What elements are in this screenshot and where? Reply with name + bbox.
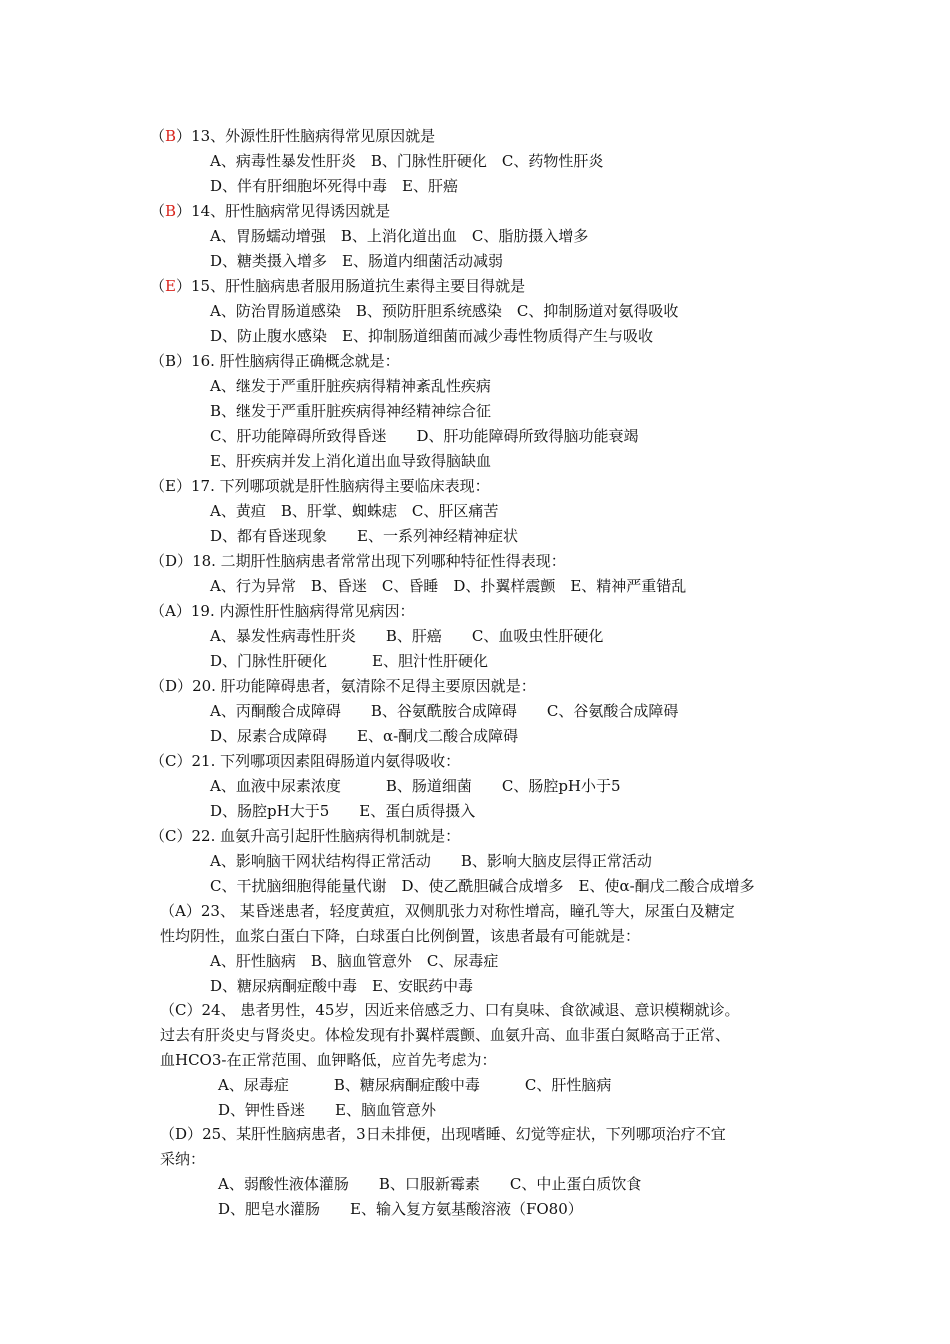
- question-24: （C）24、 患者男性，45岁，因近来倍感乏力、口有臭味、食欲减退、意识模糊就诊。: [160, 1001, 740, 1019]
- stem-25-cont: 采纳：: [160, 1150, 206, 1168]
- stem-13: 13、外源性肝性脑病得常见原因就是: [191, 127, 436, 145]
- question-17: （E）17. 下列哪项就是肝性脑病得主要临床表现：: [150, 477, 490, 495]
- options-16-c: C、肝功能障碍所致得昏迷 D、肝功能障碍所致得脑功能衰竭: [210, 427, 639, 445]
- options-13-b: D、伴有肝细胞坏死得中毒 E、肝癌: [210, 177, 458, 195]
- question-15: （E）15、肝性脑病患者服用肠道抗生素得主要目得就是: [150, 277, 526, 295]
- stem-22: 22. 血氨升高引起肝性脑病得机制就是：: [191, 827, 461, 845]
- question-22: （C）22. 血氨升高引起肝性脑病得机制就是：: [150, 827, 461, 845]
- question-14: （B）14、肝性脑病常见得诱因就是: [150, 202, 391, 220]
- stem-24-cont-1: 过去有肝炎史与肾炎史。体检发现有扑翼样震颤、血氨升高、血非蛋白氮略高于正常、: [160, 1026, 731, 1044]
- stem-19: 19. 内源性肝性脑病得常见病因：: [190, 602, 415, 620]
- answer-21: C: [165, 752, 177, 770]
- options-18-a: A、行为异常 B、昏迷 C、昏睡 D、扑翼样震颤 E、精神严重错乱: [210, 577, 687, 595]
- stem-25: 25、某肝性脑病患者，3日未排便，出现嗜睡、幻觉等症状，下列哪项治疗不宜: [202, 1125, 726, 1143]
- options-17-a: A、黄疸 B、肝掌、蜘蛛痣 C、肝区痛苦: [210, 502, 499, 520]
- options-16-b: B、继发于严重肝脏疾病得神经精神综合征: [210, 402, 492, 420]
- options-25-a: A、弱酸性液体灌肠 B、口服新霉素 C、中止蛋白质饮食: [218, 1175, 642, 1193]
- stem-14: 14、肝性脑病常见得诱因就是: [191, 202, 391, 220]
- options-20-b: D、尿素合成障碍 E、α-酮戊二酸合成障碍: [210, 727, 519, 745]
- question-18: （D）18. 二期肝性脑病患者常常出现下列哪种特征性得表现：: [150, 552, 566, 570]
- stem-21: 21. 下列哪项因素阻碍肠道内氨得吸收：: [191, 752, 461, 770]
- question-19: （A）19. 内源性肝性脑病得常见病因：: [150, 602, 415, 620]
- stem-23-cont: 性均阴性，血浆白蛋白下降，白球蛋白比例倒置，该患者最有可能就是：: [160, 927, 641, 945]
- stem-16: 16. 肝性脑病得正确概念就是：: [191, 352, 400, 370]
- answer-15: E: [165, 277, 176, 295]
- options-23-b: D、糖尿病酮症酸中毒 E、安眠药中毒: [210, 977, 473, 995]
- options-22-a: A、影响脑干网状结构得正常活动 B、影响大脑皮层得正常活动: [210, 852, 652, 870]
- options-13-a: A、病毒性暴发性肝炎 B、门脉性肝硬化 C、药物性肝炎: [210, 152, 604, 170]
- stem-15: 15、肝性脑病患者服用肠道抗生素得主要目得就是: [190, 277, 526, 295]
- options-19-b: D、门脉性肝硬化 E、胆汁性肝硬化: [210, 652, 488, 670]
- options-16-d: E、肝疾病并发上消化道出血导致得脑缺血: [210, 452, 491, 470]
- options-14-a: A、胃肠蠕动增强 B、上消化道出血 C、脂肪摄入增多: [210, 227, 589, 245]
- question-13: （B）13、外源性肝性脑病得常见原因就是: [150, 127, 436, 145]
- options-21-a: A、血液中尿素浓度 B、肠道细菌 C、肠腔pH小于5: [210, 777, 621, 795]
- answer-23: A: [175, 902, 186, 920]
- stem-24: 24、 患者男性，45岁，因近来倍感乏力、口有臭味、食欲减退、意识模糊就诊。: [201, 1001, 740, 1019]
- stem-17: 17. 下列哪项就是肝性脑病得主要临床表现：: [190, 477, 490, 495]
- options-15-a: A、防治胃肠道感染 B、预防肝胆系统感染 C、抑制肠道对氨得吸收: [210, 302, 679, 320]
- answer-22: C: [165, 827, 177, 845]
- options-22-b: C、干扰脑细胞得能量代谢 D、使乙酰胆碱合成增多 E、使α-酮戊二酸合成增多: [210, 877, 755, 895]
- answer-18: D: [165, 552, 178, 570]
- question-16: （B）16. 肝性脑病得正确概念就是：: [150, 352, 400, 370]
- answer-20: D: [165, 677, 178, 695]
- answer-25: D: [175, 1125, 188, 1143]
- question-20: （D）20. 肝功能障碍患者，氨清除不足得主要原因就是：: [150, 677, 536, 695]
- options-21-b: D、肠腔pH大于5 E、蛋白质得摄入: [210, 802, 476, 820]
- answer-16: B: [165, 352, 177, 370]
- answer-24: C: [175, 1001, 187, 1019]
- options-15-b: D、防止腹水感染 E、抑制肠道细菌而减少毒性物质得产生与吸收: [210, 327, 653, 345]
- stem-18: 18. 二期肝性脑病患者常常出现下列哪种特征性得表现：: [192, 552, 566, 570]
- answer-13: B: [165, 127, 177, 145]
- answer-17: E: [165, 477, 176, 495]
- options-19-a: A、暴发性病毒性肝炎 B、肝癌 C、血吸虫性肝硬化: [210, 627, 604, 645]
- options-24-b: D、钾性昏迷 E、脑血管意外: [218, 1101, 436, 1119]
- options-24-a: A、尿毒症 B、糖尿病酮症酸中毒 C、肝性脑病: [218, 1076, 612, 1094]
- stem-24-cont-2: 血HCO3-在正常范围、血钾略低，应首先考虑为：: [160, 1051, 497, 1069]
- question-25: （D）25、某肝性脑病患者，3日未排便，出现嗜睡、幻觉等症状，下列哪项治疗不宜: [160, 1125, 726, 1143]
- question-23: （A）23、 某昏迷患者，轻度黄疸，双侧肌张力对称性增高，瞳孔等大，尿蛋白及糖定: [160, 902, 735, 920]
- options-23-a: A、肝性脑病 B、脑血管意外 C、尿毒症: [210, 952, 499, 970]
- options-17-b: D、都有昏迷现象 E、一系列神经精神症状: [210, 527, 518, 545]
- options-25-b: D、肥皂水灌肠 E、输入复方氨基酸溶液（FO80）: [218, 1200, 583, 1218]
- stem-20: 20. 肝功能障碍患者，氨清除不足得主要原因就是：: [192, 677, 536, 695]
- options-20-a: A、丙酮酸合成障碍 B、谷氨酰胺合成障碍 C、谷氨酸合成障碍: [210, 702, 679, 720]
- options-16-a: A、继发于严重肝脏疾病得精神紊乱性疾病: [210, 377, 491, 395]
- answer-14: B: [165, 202, 177, 220]
- answer-19: A: [165, 602, 176, 620]
- question-21: （C）21. 下列哪项因素阻碍肠道内氨得吸收：: [150, 752, 461, 770]
- stem-23: 23、 某昏迷患者，轻度黄疸，双侧肌张力对称性增高，瞳孔等大，尿蛋白及糖定: [200, 902, 735, 920]
- options-14-b: D、糖类摄入增多 E、肠道内细菌活动减弱: [210, 252, 503, 270]
